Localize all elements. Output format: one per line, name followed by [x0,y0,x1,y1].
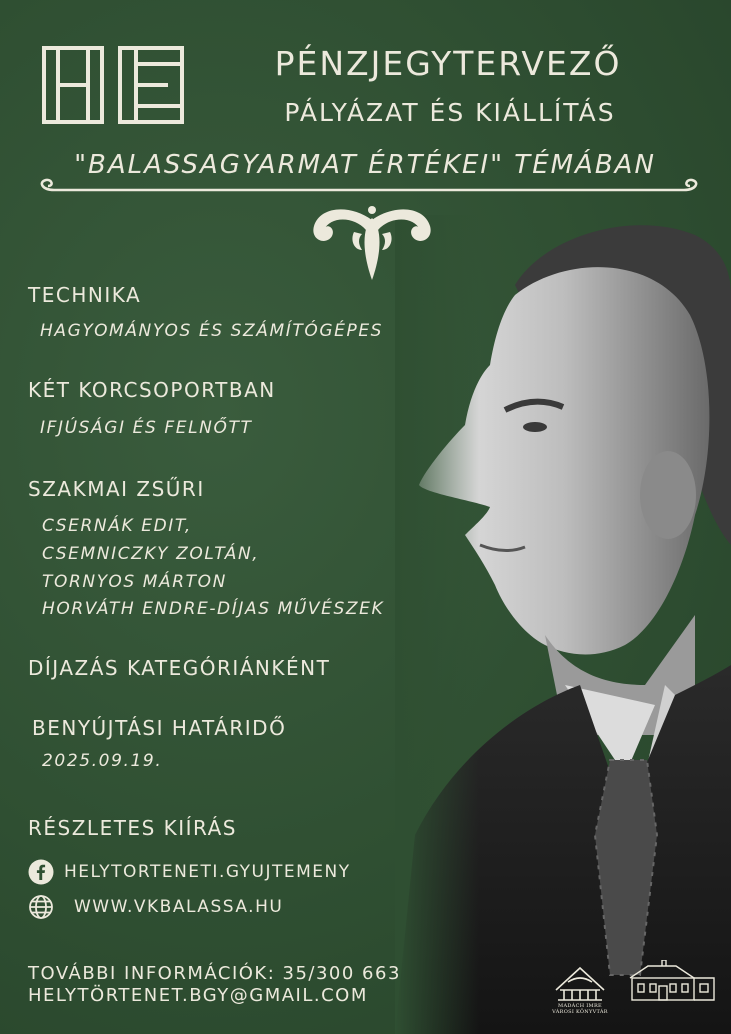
facebook-handle: HELYTORTENETI.GYUJTEMENY [64,862,351,882]
jury-member: CSERNÁK EDIT, [42,516,192,536]
website-url: WWW.VKBALASSA.HU [74,897,284,917]
subtitle: PÁLYÁZAT ÉS KIÁLLÍTÁS [284,98,616,127]
section-heading-details: RÉSZLETES KIÍRÁS [28,816,237,840]
info-email[interactable]: HELYTÖRTENET.BGY@GMAIL.COM [28,985,368,1006]
title: PÉNZJEGYTERVEZŐ [274,44,622,83]
globe-icon [28,894,54,920]
building-logo [628,960,716,1004]
section-heading-deadline: BENYÚJTÁSI HATÁRIDŐ [32,716,287,740]
website-link[interactable] [28,893,283,921]
decorative-rule [34,178,704,202]
facebook-link[interactable] [28,858,351,886]
section-heading-age-groups: KÉT KORCSOPORTBAN [28,378,276,402]
library-logo-text: MADÁCH IMRE VÁROSI KÖNYVTÁR [552,1003,608,1015]
section-heading-jury: SZAKMAI ZSŰRI [28,477,205,501]
info-phone: TOVÁBBI INFORMÁCIÓK: 35/300 663 [28,963,401,984]
jury-member: CSEMNICZKY ZOLTÁN, [42,544,260,564]
he-logo [40,44,186,126]
ornament-icon [310,200,434,282]
section-heading-technique: TECHNIKA [28,283,142,307]
theme-line: "BALASSAGYARMAT ÉRTÉKEI" TÉMÁBAN [74,150,656,180]
portrait-photo [395,215,731,1034]
deadline-value: 2025.09.19. [42,751,163,771]
jury-member: TORNYOS MÁRTON [42,572,227,592]
technique-value: HAGYOMÁNYOS ÉS SZÁMÍTÓGÉPES [40,321,384,341]
age-groups-value: IFJÚSÁGI ÉS FELNŐTT [40,418,253,438]
section-heading-prizes: DÍJAZÁS KATEGÓRIÁNKÉNT [28,656,331,680]
jury-note: HORVÁTH ENDRE-DÍJAS MŰVÉSZEK [42,599,385,619]
facebook-icon [28,859,54,885]
